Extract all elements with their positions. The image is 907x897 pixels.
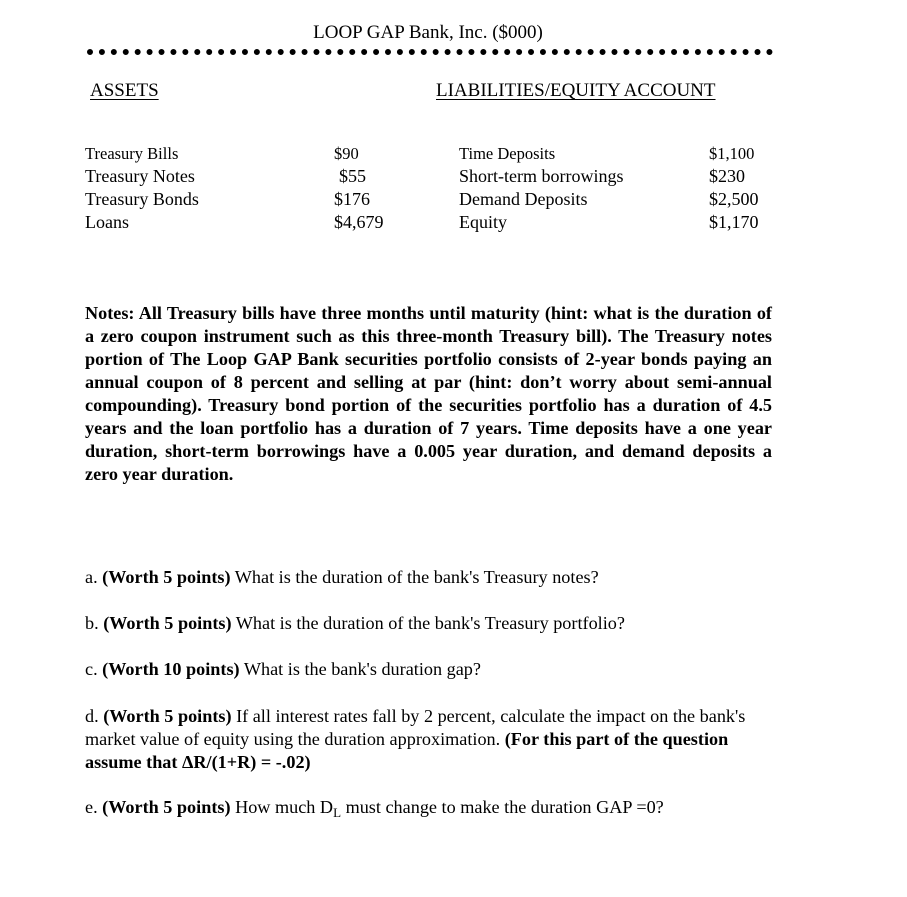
assets-value-column (334, 142, 384, 234)
assets-name-column (85, 142, 199, 234)
question-text: What is the duration of the bank's Treasury notes? (230, 567, 599, 587)
question-prefix: a. (85, 567, 103, 587)
question-text: What is the bank's duration gap? (239, 659, 481, 679)
question-prefix: d. (85, 706, 104, 726)
question-points: (Worth 5 points) (103, 706, 232, 726)
liabilities-header: LIABILITIES/EQUITY ACCOUNT (436, 80, 716, 101)
question-c (85, 658, 481, 681)
assets-header: ASSETS (90, 80, 159, 101)
asset-name: Treasury Bonds (85, 189, 199, 209)
dotted-divider (87, 49, 773, 55)
liability-value: $1,100 (709, 144, 755, 163)
liability-name: Demand Deposits (459, 189, 588, 209)
question-points: (Worth 5 points) (103, 613, 232, 633)
liability-value: $230 (709, 166, 745, 186)
question-prefix: b. (85, 613, 104, 633)
asset-name: Treasury Notes (85, 166, 195, 186)
liability-name: Short-term borrowings (459, 166, 624, 186)
asset-value: $90 (334, 144, 359, 163)
question-text: What is the duration of the bank's Treasury portfolio? (231, 613, 625, 633)
notes-paragraph: Notes: All Treasury bills have three months until maturity (hint: what is the duration of a zero coupon instrument such as this three-month Treasury bill). The Treasury notes portion of The Loop GAP Bank securities portfolio consists of 2-year bonds paying an annual coupon of 8 percent and selling at par (hint: don’t worry about semi-annual compounding). Treasury bond portion of the securities portfolio has a duration of 4.5 years and the loan portfolio has a duration of 7 years. Time deposits have a one year duration, short-term borrowings have a 0.005 year duration, and demand deposits a zero year duration. (85, 303, 772, 484)
liabilities-value-column (709, 142, 759, 234)
liability-value: $2,500 (709, 189, 759, 209)
asset-name: Loans (85, 212, 129, 232)
question-prefix: c. (85, 659, 103, 679)
asset-value: $55 (339, 166, 366, 186)
document-title: LOOP GAP Bank, Inc. ($000) (313, 22, 543, 43)
question-points: (Worth 5 points) (102, 797, 231, 817)
question-points: (Worth 10 points) (102, 659, 240, 679)
liabilities-name-column (459, 142, 623, 234)
liability-name: Time Deposits (459, 144, 556, 163)
question-d (85, 705, 775, 774)
liability-value: $1,170 (709, 212, 759, 232)
question-text: How much D (230, 797, 334, 817)
liability-name: Equity (459, 212, 507, 232)
question-a (85, 566, 599, 589)
question-text: must change to make the duration GAP =0? (341, 797, 664, 817)
question-text: If all interest rates fall by 2 percent, calculate the impact on the bank's market value of equity using the duration approximation. (85, 706, 746, 749)
question-e (85, 796, 664, 824)
asset-name: Treasury Bills (85, 144, 179, 163)
question-assumption: (For this part of the question assume that ΔR/(1+R) = -.02) (85, 729, 729, 772)
asset-value: $4,679 (334, 212, 384, 232)
question-points: (Worth 5 points) (102, 567, 231, 587)
question-prefix: e. (85, 797, 103, 817)
asset-value: $176 (334, 189, 370, 209)
question-b (85, 612, 625, 635)
subscript-l: L (333, 805, 342, 820)
